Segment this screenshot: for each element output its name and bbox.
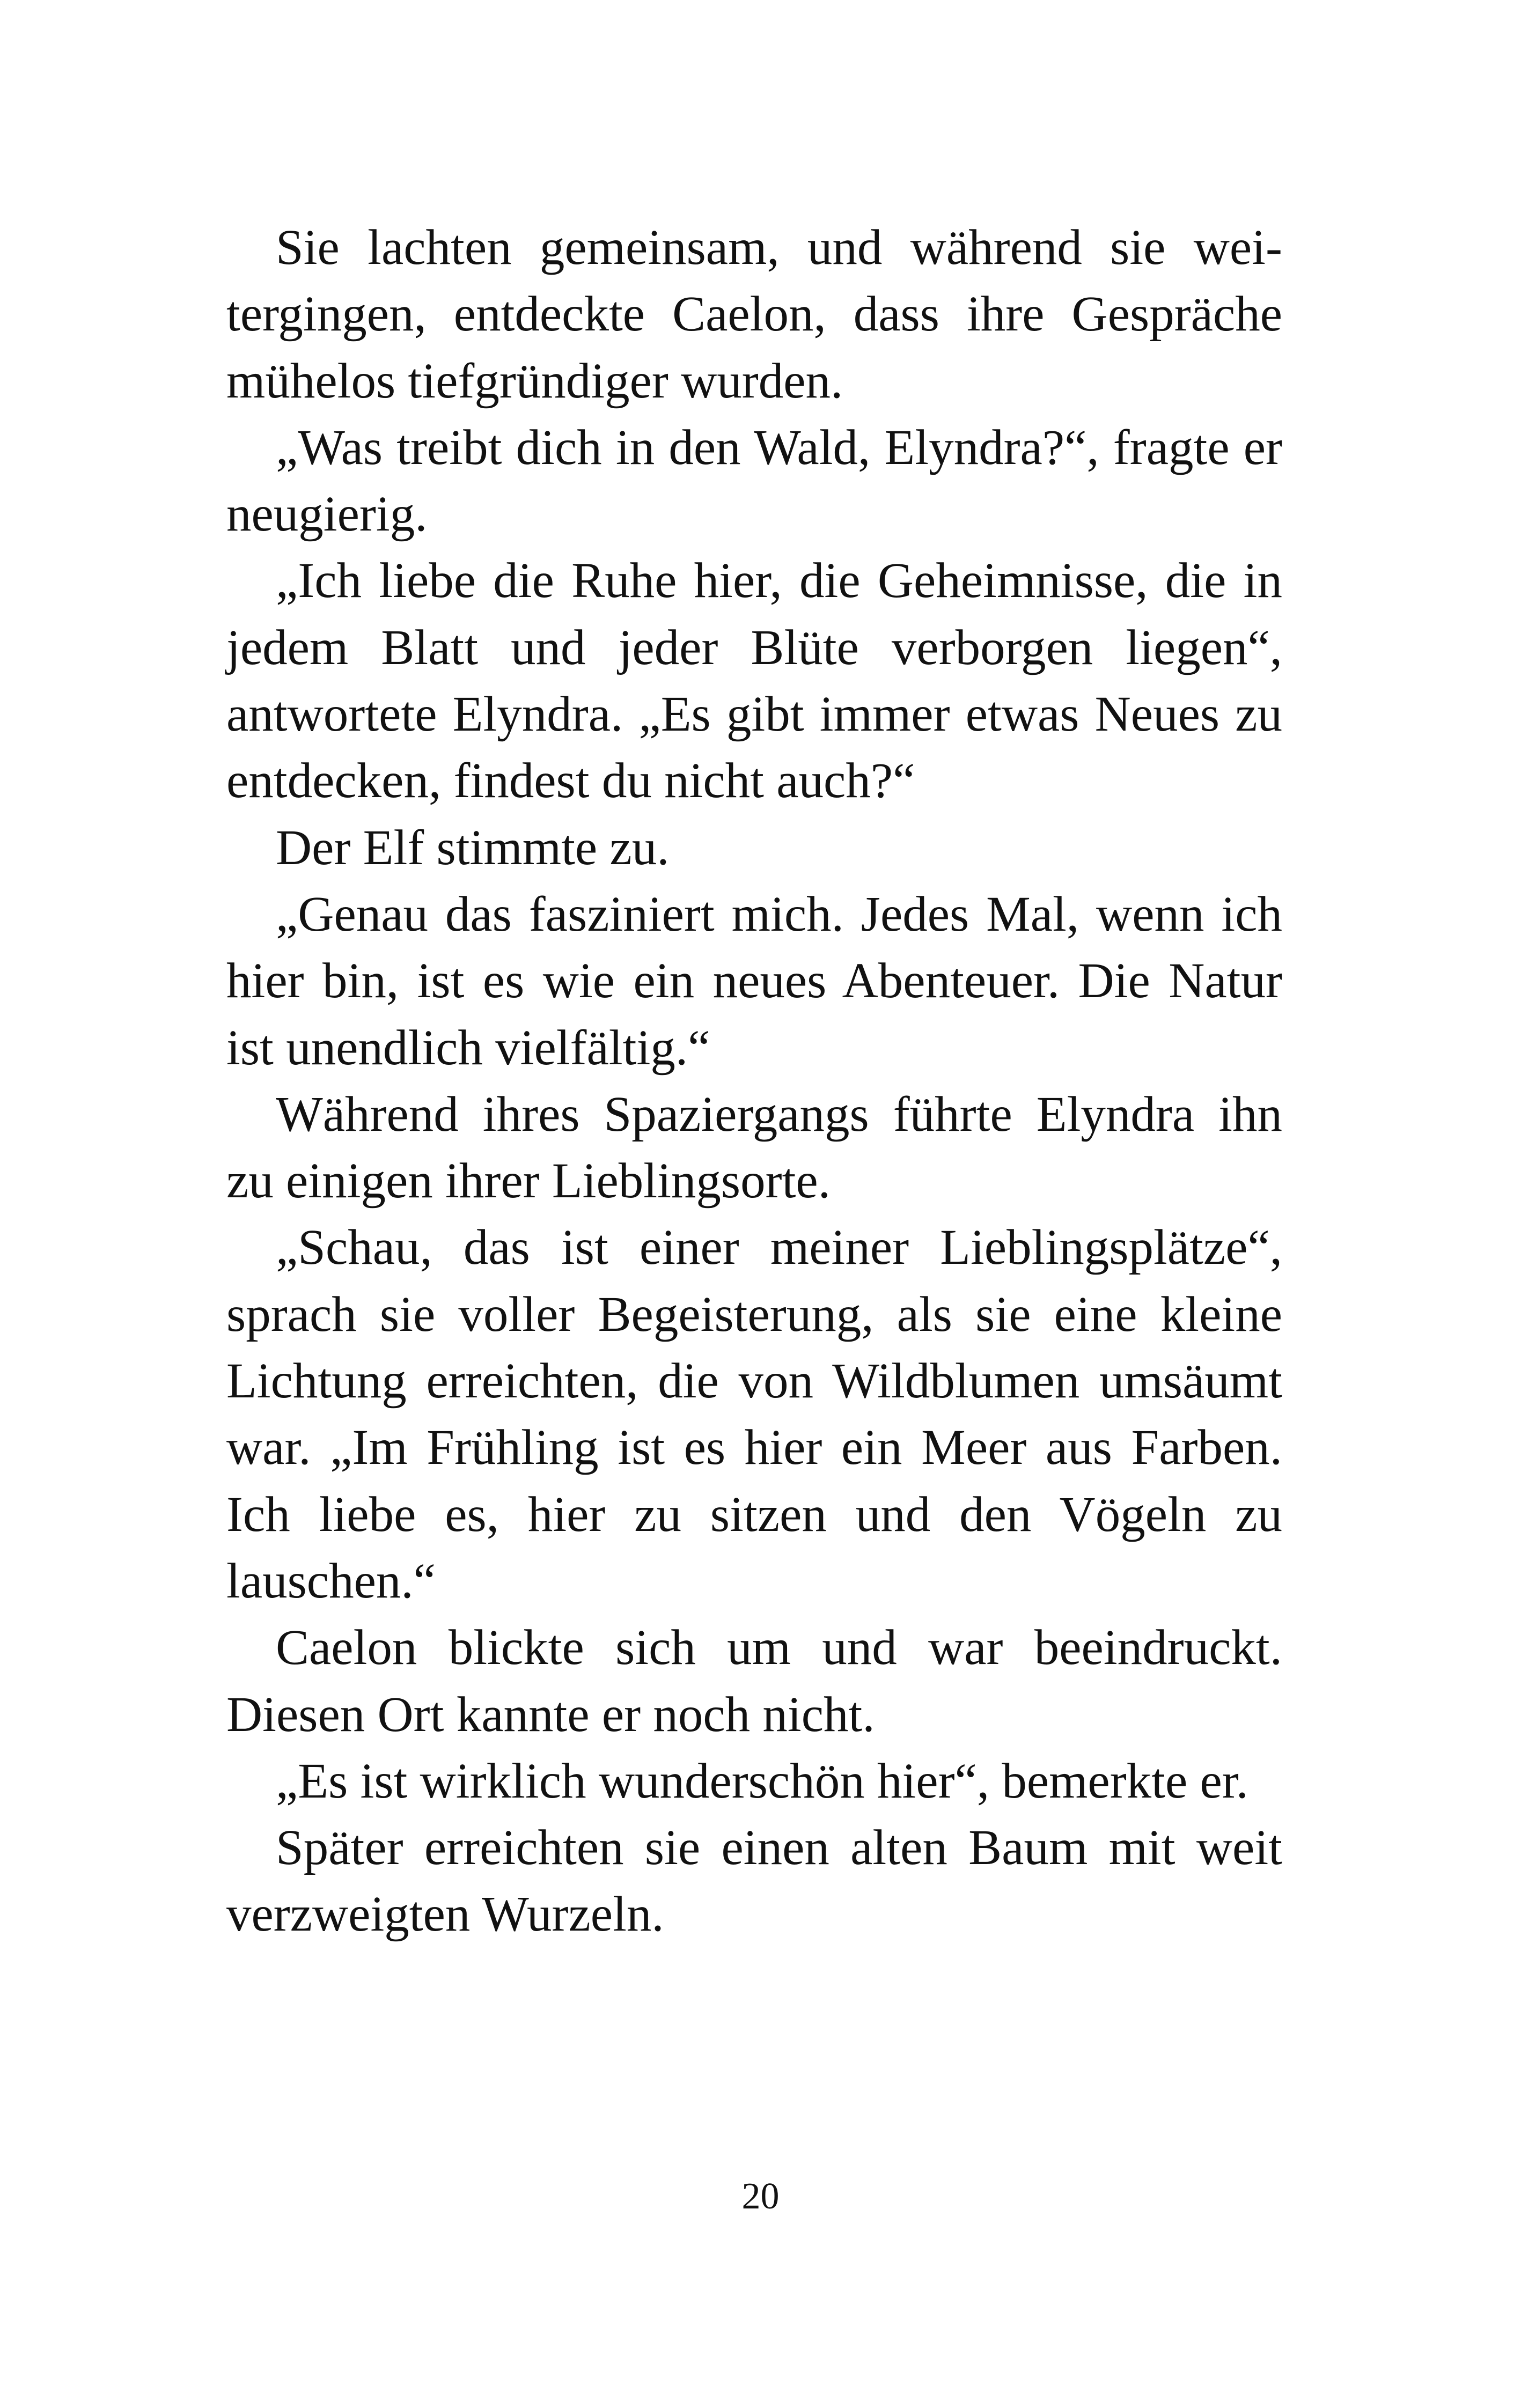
paragraph: Sie lachten gemeinsam, und während sie weitergingen, entdeckte Caelon, dass ihre Gespräche mühelos tiefgründiger wurden.: [226, 220, 1282, 409]
paragraph: „Ich liebe die Ruhe hier, die Geheimnisse, die in jedem Blatt und jeder Blüte verborgen liegen“, antwortete Elyndra. „Es gibt immer etwas Neues zu entdecken, findest du nicht auch?“: [226, 553, 1282, 809]
paragraph: Caelon blickte sich um und war beeindruckt. Diesen Ort kannte er noch nicht.: [226, 1620, 1282, 1742]
body-text: [226, 215, 1282, 1948]
paragraph: Während ihres Spaziergangs führte Elyndra ihn zu einigen ihrer Lieblingsorte.: [226, 1086, 1282, 1209]
paragraph: „Genau das fasziniert mich. Jedes Mal, wenn ich hier bin, ist es wie ein neues Abenteuer. Die Natur ist unendlich vielfältig.“: [226, 886, 1282, 1076]
paragraph: „Was treibt dich in den Wald, Elyndra?“, fragte er neugierig.: [226, 419, 1282, 542]
paragraph: Später erreichten sie einen alten Baum mit weit verzweigten Wurzeln.: [226, 1820, 1282, 1942]
paragraph: Der Elf stimmte zu.: [276, 820, 670, 875]
paragraph: „Schau, das ist einer meiner Lieblingsplätze“, sprach sie voller Begeisterung, als sie eine kleine Lichtung erreichten, die von Wildblumen umsäumt war. „Im Frühling ist es hier ein Meer aus Farben. Ich liebe es, hier zu sitzen und den Vögeln zu lauschen.“: [226, 1220, 1282, 1609]
paragraph: „Es ist wirklich wunderschön hier“, bemerkte er.: [276, 1753, 1248, 1809]
page-number: 20: [741, 2176, 780, 2217]
